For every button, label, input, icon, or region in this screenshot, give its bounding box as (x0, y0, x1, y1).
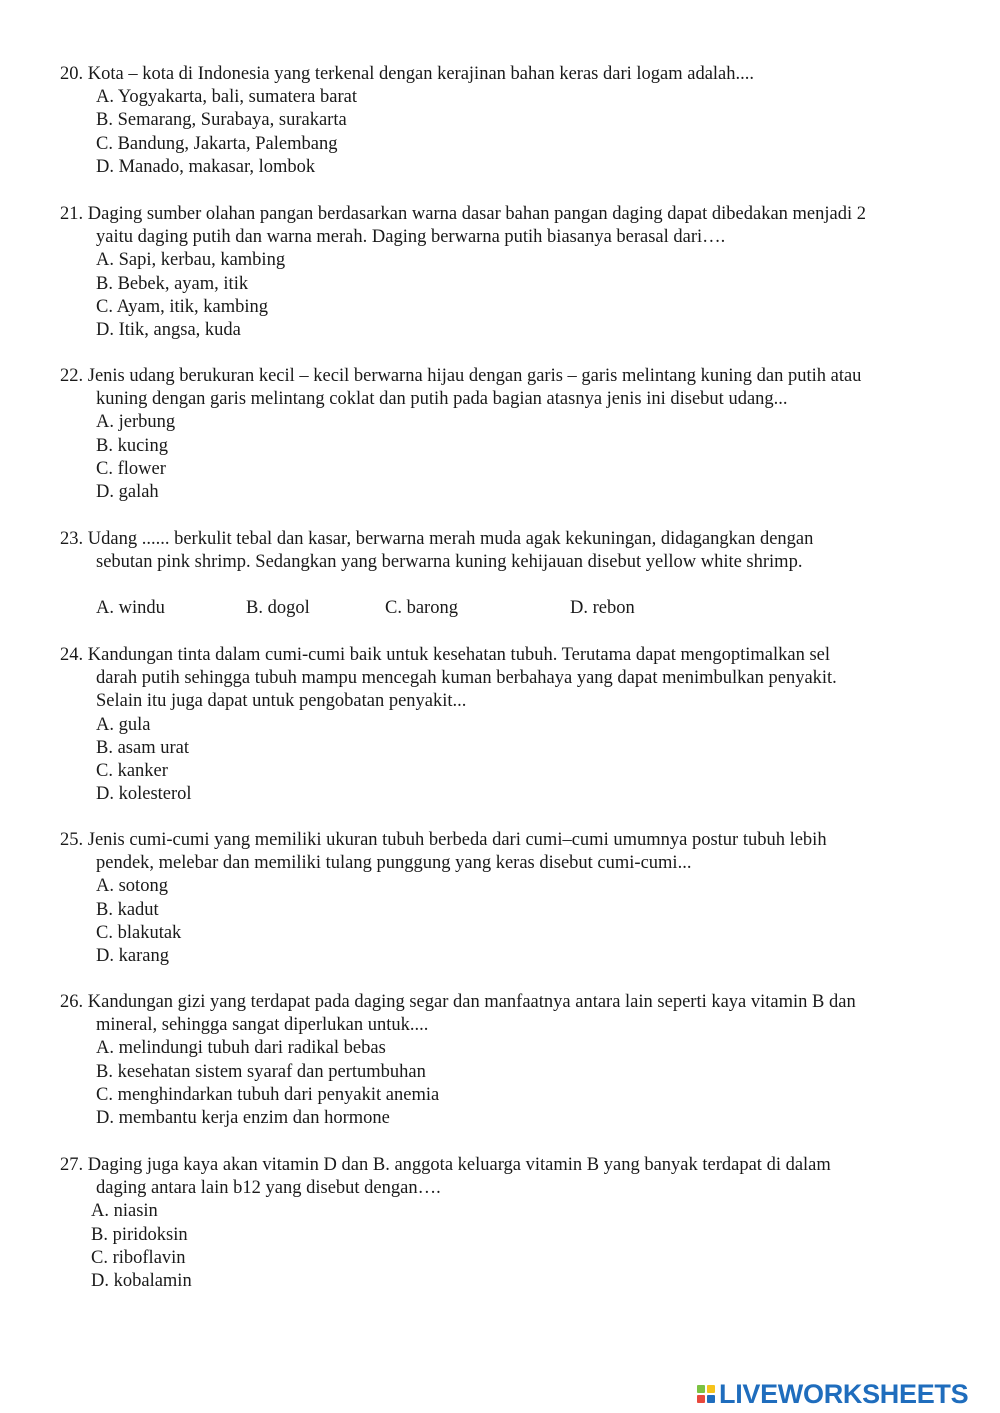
option-c[interactable]: C. riboflavin (91, 1247, 186, 1268)
option-b[interactable]: B. asam urat (96, 737, 189, 758)
option-a[interactable]: A. Yogyakarta, bali, sumatera barat (96, 87, 357, 108)
question-text-cont: Selain itu juga dapat untuk pengobatan penyakit... (96, 691, 467, 712)
option-b[interactable]: B. piridoksin (91, 1224, 188, 1245)
option-d[interactable]: D. kolesterol (96, 784, 192, 805)
question-text: 23. Udang ...... berkulit tebal dan kasar, berwarna merah muda agak kekuningan, didagangkan dengan (60, 529, 814, 549)
logo-square (697, 1385, 705, 1393)
question-text: 26. Kandungan gizi yang terdapat pada daging segar dan manfaatnya antara lain seperti kaya vitamin B dan (60, 992, 856, 1012)
option-a[interactable]: A. gula (96, 714, 151, 735)
question-text-cont: yaitu daging putih dan warna merah. Daging berwarna putih biasanya berasal dari…. (96, 227, 726, 248)
question-text: 24. Kandungan tinta dalam cumi-cumi baik untuk kesehatan tubuh. Terutama dapat mengoptimalkan sel (60, 645, 831, 665)
question-22 (60, 365, 950, 504)
question-26 (60, 991, 950, 1130)
option-b[interactable]: B. Semarang, Surabaya, surakarta (96, 110, 347, 131)
logo-square (697, 1395, 705, 1403)
option-b[interactable]: B. Bebek, ayam, itik (96, 273, 249, 294)
question-text: 21. Daging sumber olahan pangan berdasarkan warna dasar bahan pangan daging dapat dibedakan menjadi 2 (60, 204, 866, 224)
logo-text: LIVEWORKSHEETS (719, 1378, 969, 1409)
option-d[interactable]: D. karang (96, 945, 169, 966)
question-24 (60, 644, 950, 806)
option-a[interactable]: A. sotong (96, 876, 168, 897)
question-text: 22. Jenis udang berukuran kecil – kecil berwarna hijau dengan garis – garis melintang kuning dan putih atau (60, 366, 862, 386)
option-c[interactable]: C. barong (385, 598, 458, 619)
logo-square (707, 1395, 715, 1403)
option-d[interactable]: D. galah (96, 481, 159, 502)
option-c[interactable]: C. flower (96, 458, 166, 479)
question-text: 20. Kota – kota di Indonesia yang terkenal dengan kerajinan bahan keras dari logam adalah.... (60, 64, 755, 84)
option-d[interactable]: D. rebon (570, 598, 635, 619)
option-c[interactable]: C. Bandung, Jakarta, Palembang (96, 133, 338, 154)
option-d[interactable]: D. Itik, angsa, kuda (96, 319, 241, 340)
options-row (60, 597, 950, 620)
question-text: 27. Daging juga kaya akan vitamin D dan B. anggota keluarga vitamin B yang banyak terdapat di dalam (60, 1155, 831, 1175)
option-b[interactable]: B. dogol (246, 598, 310, 619)
question-21 (60, 203, 950, 342)
logo-grid-icon (697, 1385, 715, 1403)
question-25 (60, 829, 950, 968)
option-a[interactable]: A. Sapi, kerbau, kambing (96, 250, 286, 271)
question-text: 25. Jenis cumi-cumi yang memiliki ukuran tubuh berbeda dari cumi–cumi umumnya postur tubuh lebih (60, 830, 827, 850)
option-c[interactable]: C. Ayam, itik, kambing (96, 296, 268, 317)
option-c[interactable]: C. menghindarkan tubuh dari penyakit anemia (96, 1084, 440, 1105)
question-text-cont: daging antara lain b12 yang disebut dengan…. (96, 1178, 441, 1199)
option-c[interactable]: C. kanker (96, 760, 168, 781)
liveworksheets-logo[interactable] (697, 1378, 968, 1410)
option-a[interactable]: A. niasin (91, 1201, 158, 1222)
option-b[interactable]: B. kesehatan sistem syaraf dan pertumbuhan (96, 1061, 426, 1082)
question-27 (60, 1154, 950, 1293)
option-b[interactable]: B. kucing (96, 435, 168, 456)
question-20 (60, 63, 950, 179)
option-b[interactable]: B. kadut (96, 899, 159, 920)
question-text-cont: sebutan pink shrimp. Sedangkan yang berwarna kuning kehijauan disebut yellow white shrimp. (96, 552, 803, 573)
option-d[interactable]: D. membantu kerja enzim dan hormone (96, 1107, 390, 1128)
question-text-cont: kuning dengan garis melintang coklat dan putih pada bagian atasnya jenis ini disebut udang... (96, 389, 788, 410)
question-23 (60, 528, 950, 621)
option-d[interactable]: D. kobalamin (91, 1270, 192, 1291)
option-a[interactable]: A. windu (96, 598, 165, 619)
logo-square (707, 1385, 715, 1393)
option-c[interactable]: C. blakutak (96, 922, 182, 943)
option-d[interactable]: D. Manado, makasar, lombok (96, 156, 316, 177)
option-a[interactable]: A. melindungi tubuh dari radikal bebas (96, 1038, 386, 1059)
question-text-cont: mineral, sehingga sangat diperlukan untuk.... (96, 1015, 429, 1036)
question-text-cont: pendek, melebar dan memiliki tulang punggung yang keras disebut cumi-cumi... (96, 853, 692, 874)
question-text-cont: darah putih sehingga tubuh mampu mencegah kuman berbahaya yang dapat menimbulkan penyakit. (96, 668, 837, 689)
option-a[interactable]: A. jerbung (96, 412, 176, 433)
